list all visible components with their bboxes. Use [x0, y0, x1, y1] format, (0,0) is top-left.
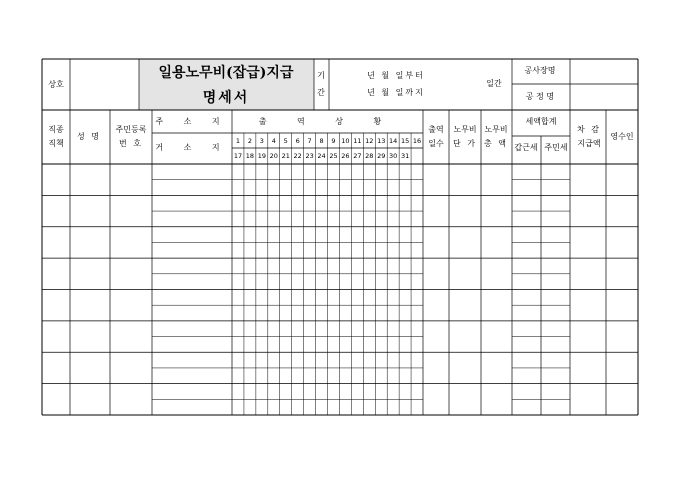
day-number: 31 — [400, 151, 410, 160]
day-number: 27 — [353, 151, 362, 160]
day-number: 19 — [257, 151, 266, 160]
residence-header: 거 소 지 — [155, 143, 229, 152]
resident-no-header: 주민등록 — [115, 125, 147, 134]
day-number: 18 — [245, 151, 255, 160]
total-wage-header-line2: 총 액 — [484, 139, 508, 148]
day-number: 1 — [235, 136, 241, 145]
day-number: 30 — [389, 151, 398, 160]
day-number: 23 — [305, 151, 314, 160]
day-number: 15 — [400, 136, 410, 145]
period-from: 년 월 일부터 — [367, 71, 425, 80]
income-tax-header: 갑근세 — [514, 143, 538, 152]
day-number: 12 — [365, 136, 374, 145]
construction-schedule-label: 공 정 명 — [525, 92, 555, 101]
period-label-top: 기 — [317, 71, 325, 80]
day-number: 7 — [307, 136, 312, 145]
unit-price-header-line2: 단 가 — [453, 139, 477, 148]
construction-name-label: 공사장명 — [524, 66, 556, 75]
day-number: 5 — [283, 136, 288, 145]
attendance-header: 출 역 상 황 — [258, 117, 396, 126]
name-header: 성 명 — [77, 132, 101, 141]
day-number: 29 — [377, 151, 386, 160]
address-header: 주 소 지 — [155, 117, 229, 126]
work-days-header-line2: 일수 — [428, 139, 444, 148]
form-title: 일용노무비(잡급)지급 — [158, 65, 294, 81]
work-days-header: 출역 — [428, 125, 444, 134]
day-number: 22 — [293, 151, 302, 160]
day-number: 14 — [389, 136, 398, 145]
day-number: 2 — [247, 136, 252, 145]
total-wage-header: 노무비 — [484, 125, 508, 134]
company-label: 상호 — [48, 80, 64, 89]
day-number: 26 — [341, 151, 350, 160]
day-number: 3 — [259, 136, 264, 145]
day-number: 8 — [319, 136, 324, 145]
day-number: 16 — [412, 136, 422, 145]
day-number: 4 — [271, 136, 276, 145]
job-type-header: 직종 — [48, 125, 64, 134]
resident-no-header-line2: 번 호 — [119, 139, 143, 148]
day-number: 20 — [269, 151, 278, 160]
period-days: 일간 — [486, 79, 502, 88]
unit-price-header: 노무비 — [453, 125, 477, 134]
job-title-header: 직책 — [48, 139, 64, 148]
day-number: 25 — [329, 151, 338, 160]
day-number: 11 — [353, 136, 362, 145]
resident-tax-header: 주민세 — [544, 143, 568, 152]
day-number: 28 — [365, 151, 374, 160]
period-to: 년 월 일까지 — [367, 88, 425, 97]
day-number: 10 — [341, 136, 350, 145]
net-pay-header-line2: 지급액 — [577, 139, 601, 148]
tax-total-header: 세액합계 — [525, 117, 557, 126]
net-pay-header: 차 감 — [577, 125, 601, 134]
day-number: 9 — [331, 136, 336, 145]
period-label-bottom: 간 — [317, 88, 325, 97]
form-title-line2: 명세서 — [202, 90, 250, 106]
day-number: 24 — [317, 151, 326, 160]
day-number: 13 — [377, 136, 386, 145]
day-number: 21 — [281, 151, 290, 160]
receipt-header: 영수인 — [610, 132, 634, 141]
day-number: 17 — [233, 151, 243, 160]
day-number: 6 — [295, 136, 300, 145]
